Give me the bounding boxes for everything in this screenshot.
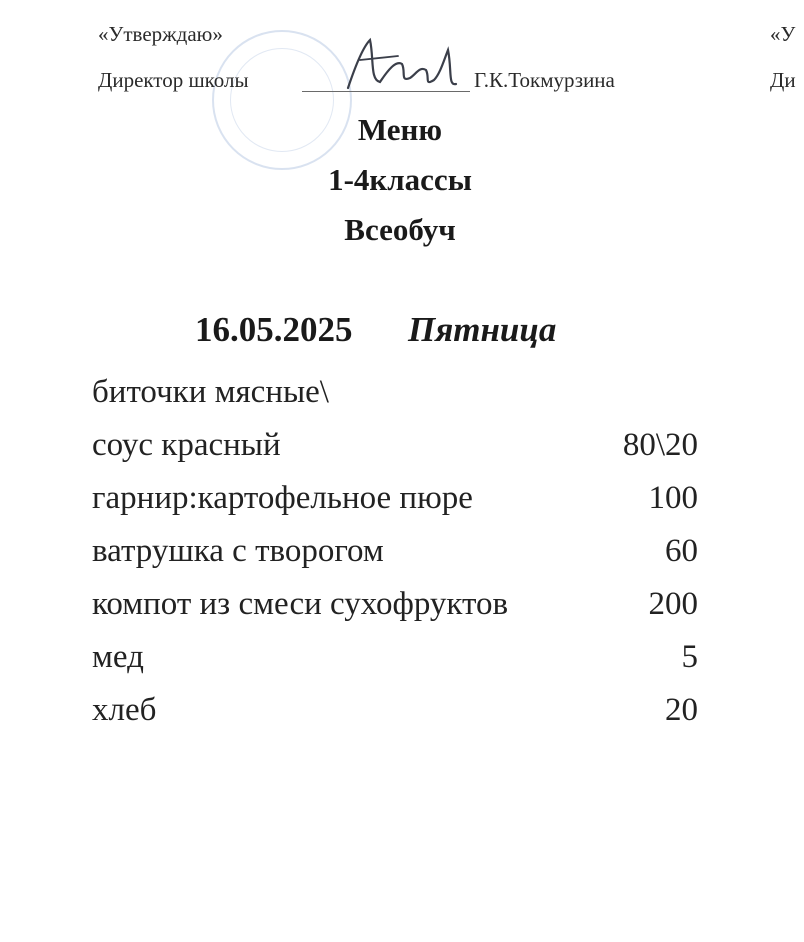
grades-label: 1-4классы [328, 162, 472, 197]
dish-name: хлеб [92, 692, 157, 728]
menu-item [92, 366, 698, 419]
dish-portion: 60 [665, 533, 698, 569]
approval-stamp-word-cut: «У [770, 22, 796, 46]
dish-name: мед [92, 639, 144, 675]
menu-item [92, 684, 698, 737]
menu-weekday: Пятница [408, 310, 557, 349]
menu-item [92, 419, 698, 472]
menu-date: 16.05.2025 [195, 310, 353, 349]
director-position: Директор школы [98, 68, 249, 92]
menu-title: Меню [357, 112, 443, 147]
dish-name: соус красный [92, 427, 281, 463]
menu-list [92, 366, 698, 737]
dish-name: гарнир:картофельное пюре [92, 480, 473, 516]
director-name: Г.К.Токмурзина [474, 68, 615, 92]
menu-item [92, 472, 698, 525]
menu-item [92, 631, 698, 684]
dish-portion: 100 [648, 480, 698, 516]
dish-portion: 80\20 [622, 427, 698, 463]
dish-name: биточки мясные\ [92, 374, 329, 410]
approval-stamp-word: «Утверждаю» [98, 22, 223, 46]
dish-portion: 20 [665, 692, 698, 728]
school-seal-stamp [212, 30, 352, 170]
menu-item [92, 578, 698, 631]
director-position-cut: Ди [770, 68, 796, 92]
date-row [195, 310, 556, 350]
menu-item [92, 525, 698, 578]
director-signature [340, 30, 470, 100]
dish-portion: 5 [681, 639, 698, 675]
dish-name: компот из смеси сухофруктов [92, 586, 509, 622]
program-label: Всеобуч [344, 212, 456, 247]
dish-portion: 200 [648, 586, 698, 622]
dish-name: ватрушка с творогом [92, 533, 384, 569]
